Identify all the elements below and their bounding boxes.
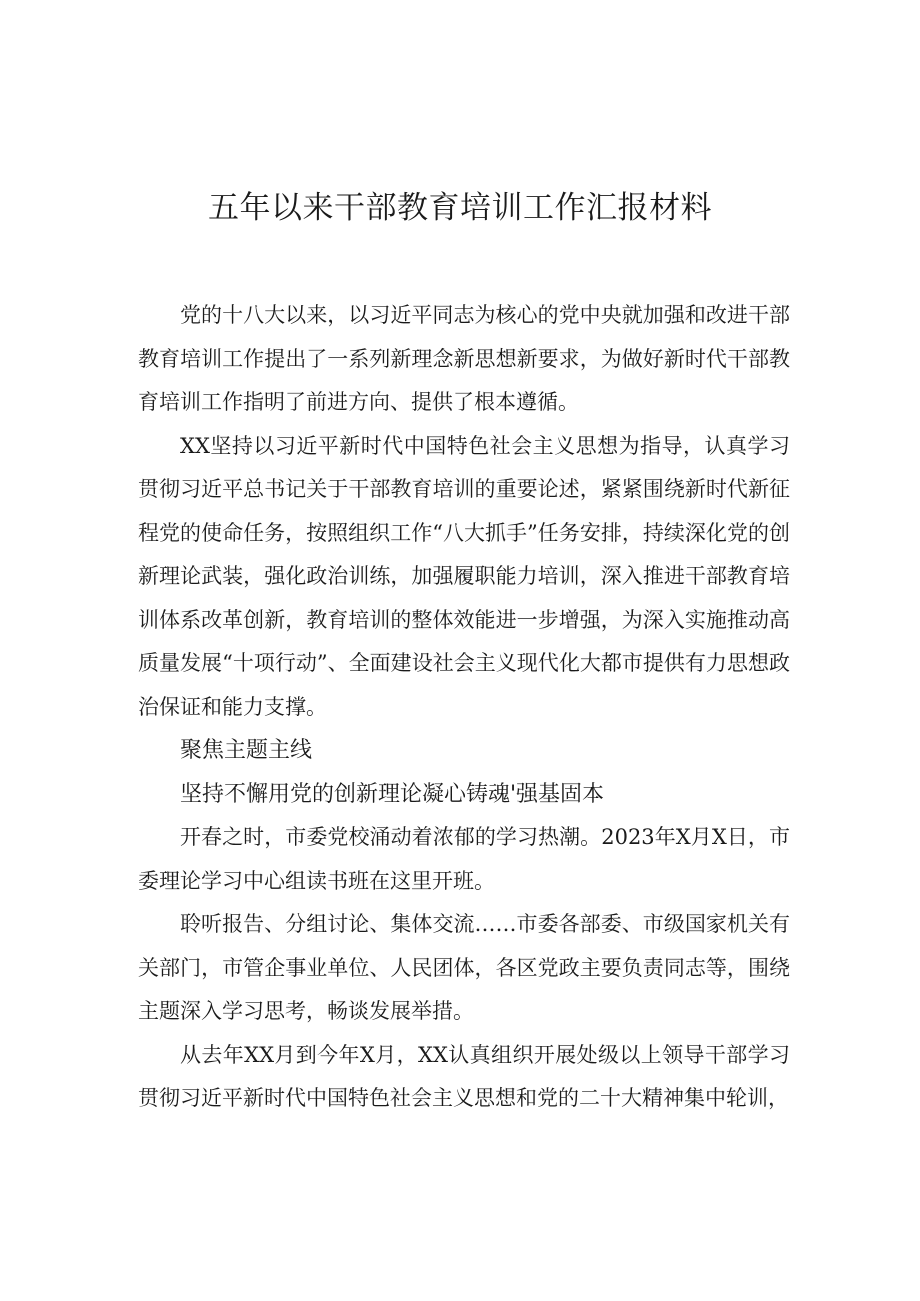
section-subheading: 坚持不懈用党的创新理论凝心铸魂'强基固本	[180, 781, 605, 807]
document-body	[138, 294, 790, 1121]
paragraph-discussion: 聆听报告、分组讨论、集体交流……市委各部委、市级国家机关有关部门，市管企事业单位、人民团体，各区党政主要负责同志等，围绕主题深入学习思考，畅谈发展举措。	[138, 912, 790, 1023]
paragraph-intro: 党的十八大以来，以习近平同志为核心的党中央就加强和改进干部教育培训工作提出了一系列新理念新思想新要求，为做好新时代干部教育培训工作指明了前进方向、提供了根本遵循。	[138, 303, 790, 414]
section-heading: 聚焦主题主线	[180, 738, 313, 763]
paragraph-overview: XX坚持以习近平新时代中国特色社会主义思想为指导，认真学习贯彻习近平总书记关于干部教育培训的重要论述，紧紧围绕新时代新征程党的使命任务，按照组织工作“八大抓手”任务安排，持续深化党的创新理论武装，强化政治训练，加强履职能力培训，深入推进干部教育培训体系改革创新，教育培训的整体效能进一步增强，为深入实施推动高质量发展“十项行动”、全面建设社会主义现代化大都市提供有力思想政治保证和能力支撑。	[138, 433, 790, 719]
paragraph-training: 从去年XX月到今年X月，XX认真组织开展处级以上领导干部学习贯彻习近平新时代中国特色社会主义思想和党的二十大精神集中轮训，	[138, 1042, 790, 1110]
document-title: 五年以来干部教育培训工作汇报材料	[208, 190, 712, 226]
paragraph-reading-class: 开春之时，市委党校涌动着浓郁的学习热潮。2023年X月X日，市委理论学习中心组读书班在这里开班。	[138, 825, 790, 893]
